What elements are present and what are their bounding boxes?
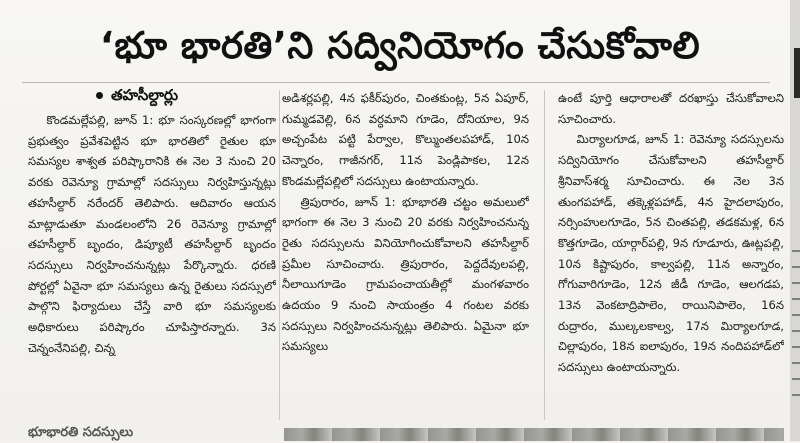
column-2-paragraph-1: అడిశర్లపల్లి, 4న ఫకీర్‌పురం, చింతకుంట్ల, 5న ఏపూర్, గుమ్మడవెల్లి, 6న వర్ధమాని గూడెం, దోనియాల, 9న అచ్చంపేట పట్టి పేర్వాల, కొల్ముంతలపహాడ్, 10న చెన్నారం, గాజీనగర్, 11న పెండ్లిపాకల, 12న కొండమల్లేపల్లిలో సదస్సులు ఉంటాయన్నారు. bbox=[282, 91, 529, 188]
byline bbox=[96, 86, 178, 108]
column-3-paragraph-1: ఉంటే పూర్తి ఆధారాలతో దరఖాస్తు చేసుకోవాలని సూచించారు. bbox=[558, 91, 784, 126]
article-column-2 bbox=[282, 88, 529, 423]
column-2-paragraph-2: త్రిపురారం, జూన్ 1: భూభారతి చట్టం అమలులో భాగంగా ఈ నెల 3 నుంచి 20 వరకు నిర్వహించనున్న రైతు సదస్సులను వినియోగించుకోవాలని తహసీల్దార్ ప్రమీల సూచించారు. త్రిపురారం, పెద్దదేవులపల్లి, నీలాయిగూడెం గ్రామపంచాయతీల్లో మంగళవారం ఉదయం 9 నుంచి సాయంత్రం 4 గంటల వరకు సదస్సులు నిర్వహించనున్నట్లు తెలిపారు. ఏమైనా భూ సమస్యలు bbox=[282, 194, 529, 354]
column-divider bbox=[544, 90, 545, 420]
article-headline: ‘భూ భారతి’ని సద్వినియోగం చేసుకోవాలి bbox=[99, 24, 701, 67]
next-article-photo bbox=[284, 428, 784, 441]
article-column-1 bbox=[28, 110, 276, 422]
article-column-3 bbox=[558, 88, 784, 423]
column-divider bbox=[279, 90, 280, 420]
page-edge-text-fragments bbox=[792, 250, 800, 400]
next-article-headline: భూభారతి సదస్సులు bbox=[28, 425, 134, 440]
headline-rule bbox=[22, 82, 770, 83]
column-3-paragraph-2: మిర్యాలగూడ, జూన్ 1: రెవెన్యూ సదస్సులను సద్వినియోగం చేసుకోవాలని తహసీల్దార్ శ్రీనివాస్‌శర్మ సూచించారు. ఈ నెల 3న తుంగపహాడ్, తక్కెళ్లపహాడ్, 4న హైదలాపురం, నర్సింహులగూడెం, 5న చింతపల్లి, తడకమళ్ల, 6న కొత్తగూడెం, యార్గార్‌పల్లి, 9న గూడూరు, ఊట్లపల్లి, 10న కిష్టాపురం, కాల్వపల్లి, 11న అన్నారం, గోగువారిగూడెం, 12న జీడీ గూడెం, ఆలగడప, 13న వెంకటాద్రిపాలెం, రాయినిపాలెం, 16న రుద్రారం, ముల్కలకాల్వ, 17న మిర్యాలగూడ, చిల్లాపురం, 18న ఐలాపురం, 19న నందిపహాడ్‌లో సదస్సులు ఉంటాయన్నారు. bbox=[558, 132, 784, 375]
column-1-paragraph-1: కొండమల్లేపల్లి, జూన్ 1: భూ సంస్కరణల్లో భాగంగా ప్రభుత్వం ప్రవేశపెట్టిన భూ భారతిలో రైతుల భూ సమస్యల శాశ్వత పరిష్కారానికి ఈ నెల 3 నుంచి 20 వరకు రెవెన్యూ గ్రామాల్లో సదస్సులు నిర్వహిస్తున్నట్లు తహసీల్దార్ నరేందర్ తెలిపారు. ఆదివారం ఆయన మాట్లాడుతూ మండలంలోని 26 రెవెన్యూ గ్రామాల్లో తహసీల్దార్ బృందం, డిప్యూటీ తహసీల్దార్ బృందం సదస్సులు నిర్వహించనున్నట్లు పేర్కొన్నారు. ధరణి పోర్టల్లో ఏవైనా భూ సమస్యలు ఉన్న రైతులు సదస్సులో పాల్గొని ఫిర్యాదులు చేస్తే వారి భూ సమస్యలకు అధికారులు పరిష్కారం చూపిస్తారన్నారు. 3న చెన్నంనేనిపల్లి, చిన్న bbox=[28, 113, 276, 355]
bullet-icon bbox=[96, 92, 103, 99]
page-edge-mark bbox=[794, 48, 800, 98]
byline-text: తహసీల్దార్లు bbox=[111, 86, 179, 104]
